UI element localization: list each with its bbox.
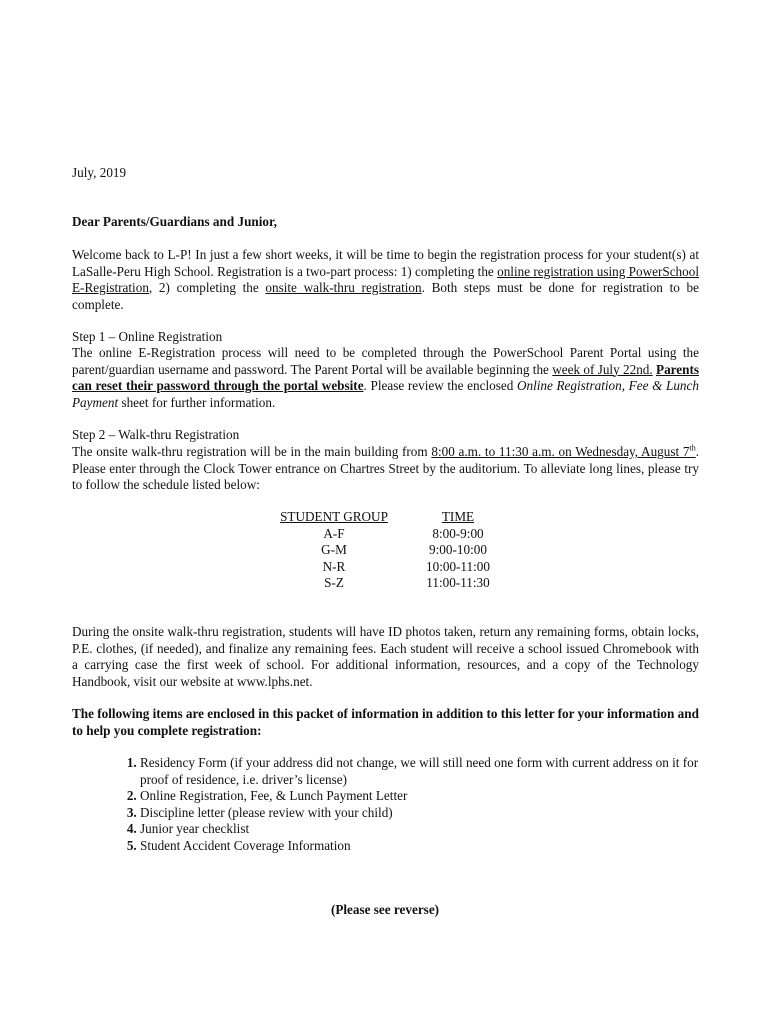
schedule-table (276, 509, 516, 592)
step2-date-suffix: th (689, 443, 696, 453)
step1-week-date: week of July 22nd. (552, 361, 653, 377)
schedule-time-cell: 10:00-11:00 (426, 558, 490, 574)
step1-password-reset-note: Parents can reset their password through the portal website (72, 361, 699, 393)
schedule-time-cell: 8:00-9:00 (432, 525, 484, 541)
schedule-row (276, 542, 516, 559)
list-item: 3. Discipline letter (please review with your child) (140, 805, 699, 822)
schedule-row (276, 526, 516, 543)
step1-heading: Step 1 – Online Registration (72, 329, 223, 344)
intro-text-2: , 2) completing the (148, 280, 266, 295)
step2-time-date (431, 444, 695, 459)
schedule-row (276, 575, 516, 592)
step2-heading: Step 2 – Walk-thru Registration (72, 427, 240, 442)
step1-text-2: . Please review the enclosed (363, 378, 517, 393)
step2-text-1: The onsite walk-thru registration will be in the main building from (72, 444, 432, 459)
schedule-header-group: STUDENT GROUP (280, 509, 388, 524)
schedule-header-time: TIME (441, 509, 475, 524)
list-item: 5. Student Accident Coverage Information (140, 838, 699, 855)
step2-paragraph (72, 444, 699, 494)
schedule-group-cell: N-R (322, 558, 346, 574)
schedule-group-cell: S-Z (324, 575, 344, 590)
schedule-time-cell: 9:00-10:00 (429, 542, 487, 557)
onsite-registration-link-text: onsite walk-thru registration (265, 280, 422, 295)
intro-text-3: . Both steps must be done for registration to be complete. (72, 280, 699, 312)
schedule-time-cell: 11:00-11:30 (426, 575, 490, 590)
see-reverse-note: (Please see reverse) (330, 902, 440, 917)
online-registration-link-text: online registration using PowerSchool E-Registration (72, 263, 699, 295)
list-item: 4. Junior year checklist (140, 821, 699, 838)
step2-text-2: . Please enter through the Clock Tower entrance on Chartres Street by the auditorium. To alleviate long lines, please try to follow the schedule listed below: (72, 444, 699, 492)
intro-paragraph (72, 247, 699, 313)
step1-text-1: The online E-Registration process will need to be completed through the PowerSchool Parent Portal using the parent/guardian username and password. The Parent Portal will be available beginning the (72, 345, 699, 377)
intro-text-1: Welcome back to L-P! In just a few short weeks, it will be time to begin the registration process for your student(s) at LaSalle-Peru High School. Registration is a two-part process: 1) completing the (72, 247, 699, 279)
step1-text-3: sheet for further information. (118, 394, 276, 410)
schedule-row (276, 559, 516, 576)
walkthru-details-paragraph: During the onsite walk-thru registration, students will have ID photos taken, return any remaining forms, obtain locks, P.E. clothes, (if needed), and finalize any remaining fees. Each student will receive a school issued Chromebook with a carrying case the first week of school. For additional information, resources, and a copy of the Technology Handbook, visit our website at www.lphs.net. (72, 624, 699, 689)
letter-greeting: Dear Parents/Guardians and Junior, (72, 214, 277, 229)
enclosed-items-heading: The following items are enclosed in this packet of information in addition to this letter for your information and to help you complete registration: (72, 706, 699, 738)
step1-paragraph (72, 345, 699, 411)
letter-date: July, 2019 (72, 165, 127, 180)
schedule-group-cell: A-F (323, 525, 345, 541)
step2-time-text: 8:00 a.m. to 11:30 a.m. on Wednesday, August 7 (431, 444, 690, 459)
enclosed-items-list (72, 755, 699, 854)
list-item: 1. Residency Form (if your address did not change, we will still need one form with current address on it for proof of residence, i.e. driver’s license) (140, 755, 699, 788)
schedule-group-cell: G-M (321, 542, 347, 557)
schedule-header-row (276, 509, 516, 526)
step1-document-name: Online Registration, Fee & Lunch Payment (72, 378, 699, 410)
list-item: 2. Online Registration, Fee, & Lunch Payment Letter (140, 788, 699, 805)
